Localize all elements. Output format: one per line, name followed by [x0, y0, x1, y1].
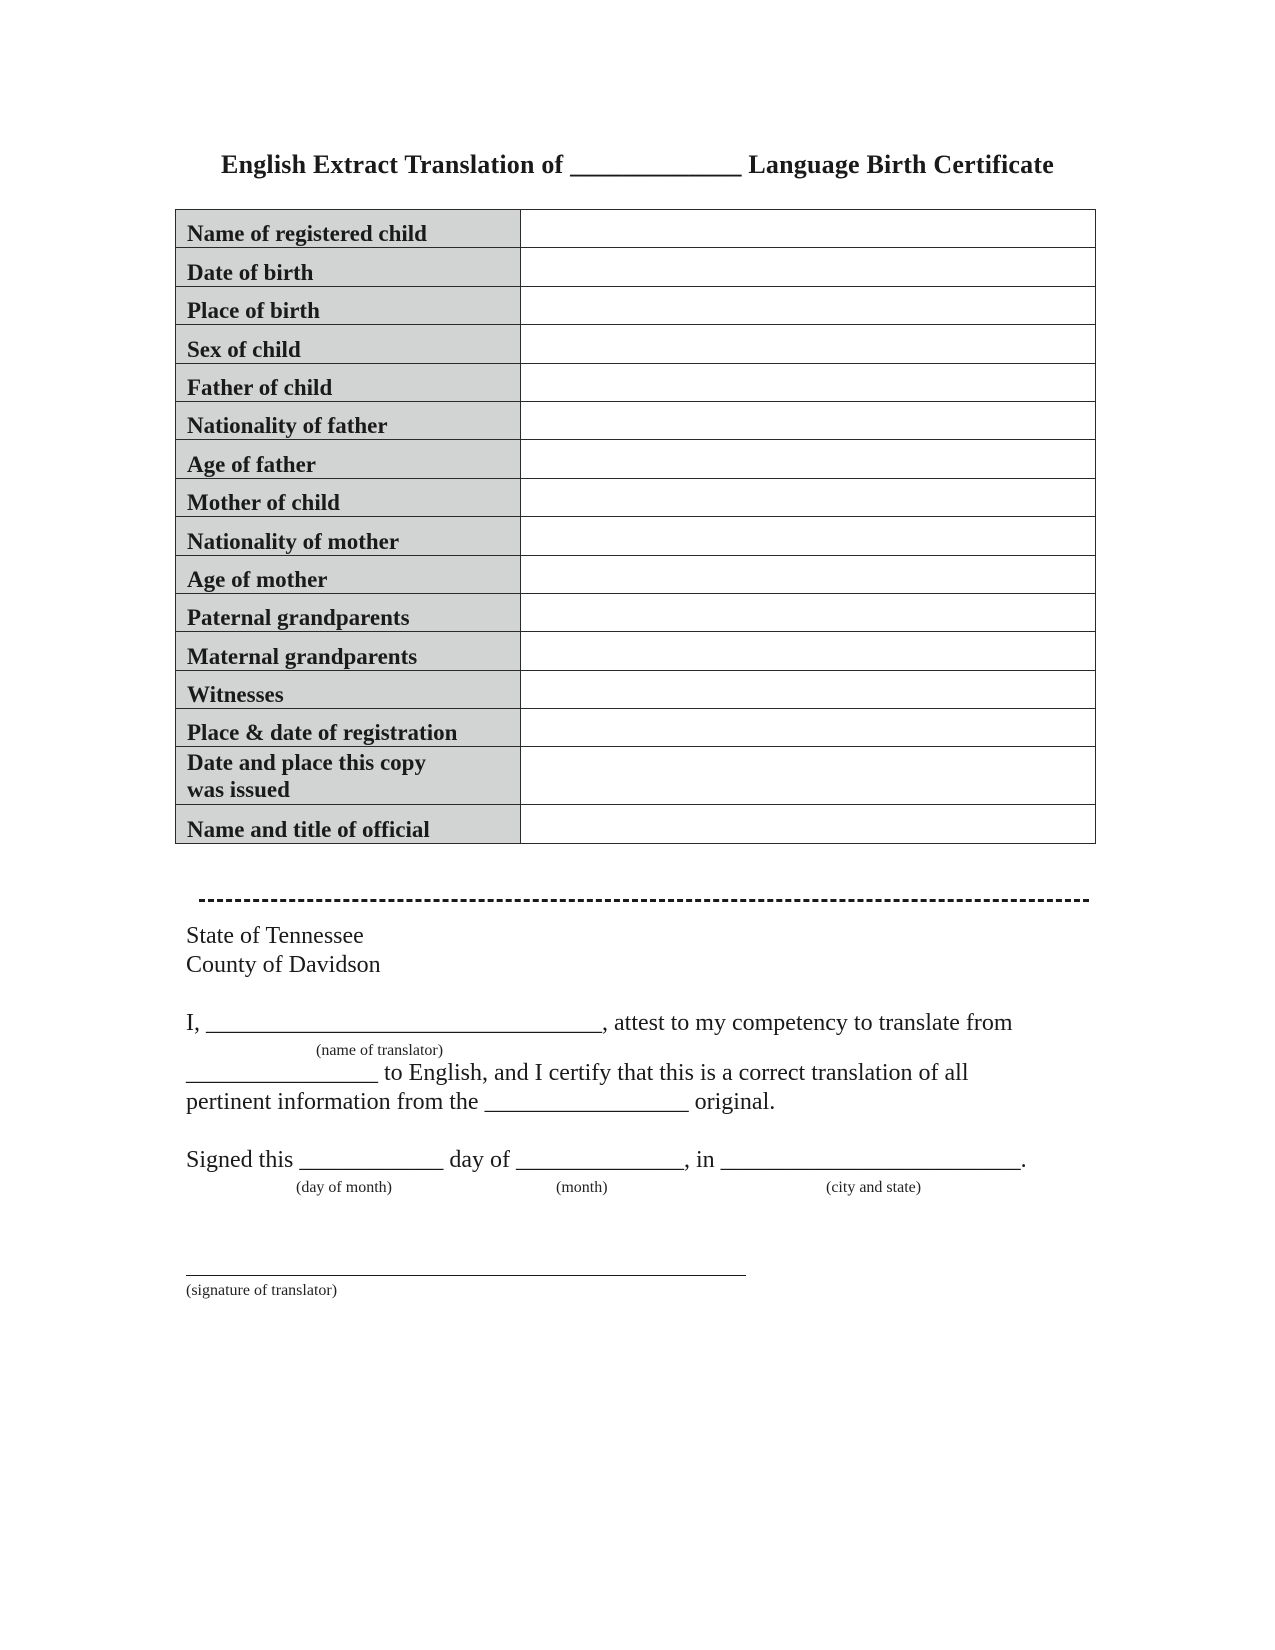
- field-label: Mother of child: [176, 478, 521, 516]
- table-row: [176, 478, 1096, 516]
- dashed-separator: [199, 899, 1089, 902]
- field-label: Age of father: [176, 440, 521, 478]
- document-title: English Extract Translation of _____________ Language Birth Certificate: [221, 150, 1054, 179]
- field-label: Nationality of father: [176, 401, 521, 439]
- field-label-line: Date and place this copy: [187, 749, 426, 775]
- field-value-cell[interactable]: [521, 747, 1096, 805]
- field-value-cell[interactable]: [521, 401, 1096, 439]
- field-label: Nationality of mother: [176, 517, 521, 555]
- field-value-cell[interactable]: [521, 248, 1096, 286]
- field-value-cell[interactable]: [521, 670, 1096, 708]
- table-row: [176, 632, 1096, 670]
- field-value-cell[interactable]: [521, 440, 1096, 478]
- table-row: [176, 440, 1096, 478]
- field-value-cell[interactable]: [521, 593, 1096, 631]
- field-label: Father of child: [176, 363, 521, 401]
- table-row: [176, 517, 1096, 555]
- caption-city: (city and state): [826, 1179, 922, 1196]
- field-value-cell[interactable]: [521, 286, 1096, 324]
- certificate-table: [175, 209, 1096, 844]
- table-row: [176, 210, 1096, 248]
- field-value-cell[interactable]: [521, 478, 1096, 516]
- table-row: [176, 593, 1096, 631]
- field-value-cell[interactable]: [521, 709, 1096, 747]
- field-value-cell[interactable]: [521, 632, 1096, 670]
- table-row: [176, 363, 1096, 401]
- table-row: [176, 709, 1096, 747]
- caption-month: (month): [556, 1179, 608, 1196]
- county-line: County of Davidson: [186, 952, 381, 978]
- table-row: [176, 325, 1096, 363]
- caption-signature: (signature of translator): [186, 1282, 338, 1299]
- attest-line-1: I, _________________________________, attest to my competency to translate from: [186, 1010, 1013, 1036]
- table-row: [176, 555, 1096, 593]
- table-row: [176, 248, 1096, 286]
- field-label-line: was issued: [187, 776, 290, 802]
- field-label: Paternal grandparents: [176, 593, 521, 631]
- field-label: Place & date of registration: [176, 709, 521, 747]
- signed-line: Signed this ____________ day of ______________, in _________________________.: [186, 1147, 1027, 1173]
- field-label: Witnesses: [176, 670, 521, 708]
- table-row: [176, 286, 1096, 324]
- state-line: State of Tennessee: [186, 923, 364, 949]
- table-row: [176, 670, 1096, 708]
- field-label: Age of mother: [176, 555, 521, 593]
- field-label: Date of birth: [176, 248, 521, 286]
- field-value-cell[interactable]: [521, 805, 1096, 843]
- field-label: Place of birth: [176, 286, 521, 324]
- field-label: Name and title of official: [176, 805, 521, 843]
- table-row: [176, 401, 1096, 439]
- field-value-cell[interactable]: [521, 517, 1096, 555]
- field-value-cell[interactable]: [521, 210, 1096, 248]
- caption-day: (day of month): [296, 1179, 392, 1196]
- field-value-cell[interactable]: [521, 363, 1096, 401]
- field-label: Name of registered child: [176, 210, 521, 248]
- field-value-cell[interactable]: [521, 325, 1096, 363]
- attest-line-2: ________________ to English, and I certify that this is a correct translation of all: [186, 1060, 969, 1086]
- caption-translator-name: (name of translator): [316, 1042, 444, 1059]
- field-label: [176, 747, 521, 805]
- table-row: [176, 805, 1096, 843]
- signature-line[interactable]: [186, 1275, 746, 1276]
- table-row: [176, 747, 1096, 805]
- field-value-cell[interactable]: [521, 555, 1096, 593]
- field-label: Sex of child: [176, 325, 521, 363]
- attest-line-3: pertinent information from the _________________ original.: [186, 1089, 776, 1115]
- field-label: Maternal grandparents: [176, 632, 521, 670]
